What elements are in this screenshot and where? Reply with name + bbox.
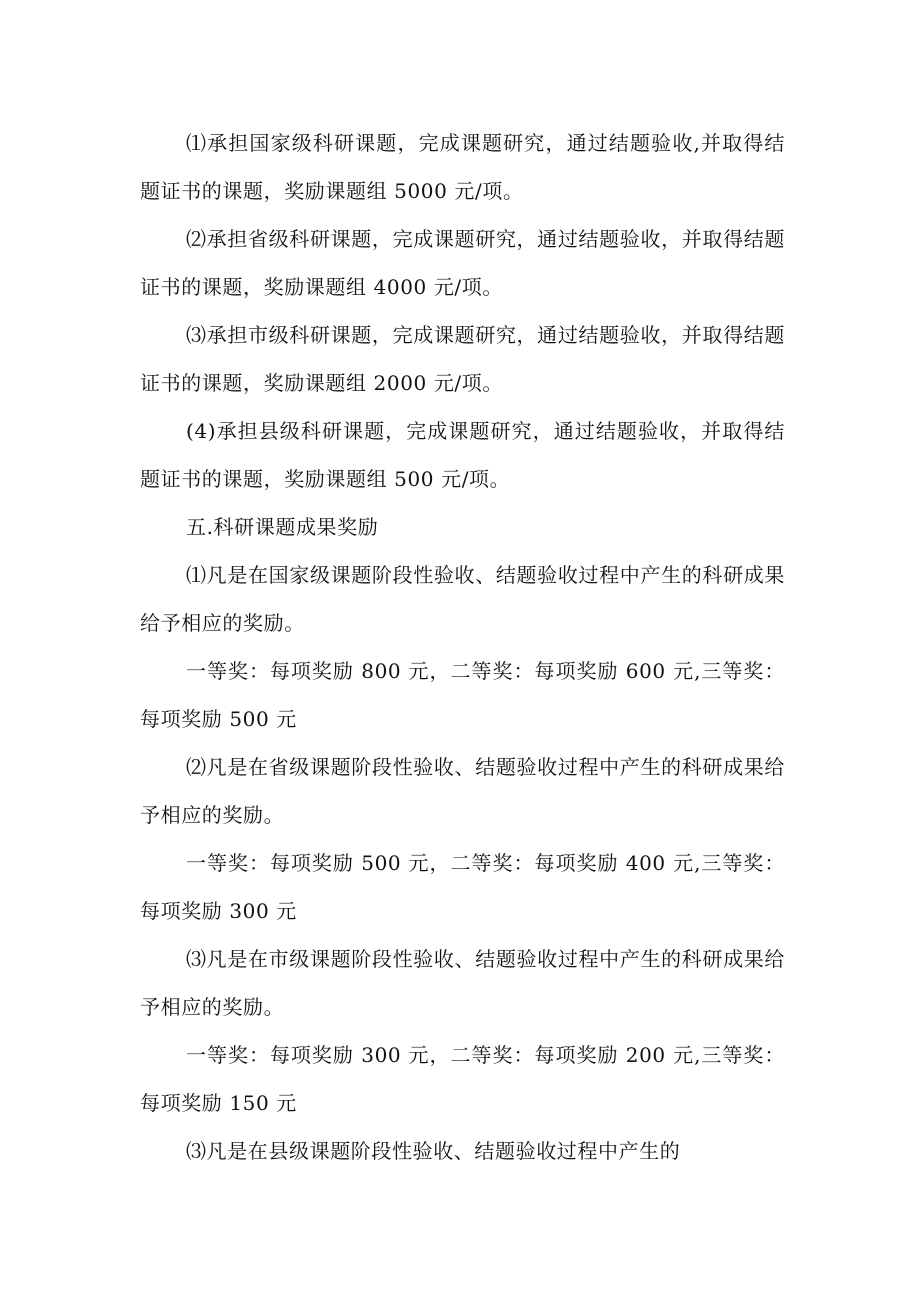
paragraph-provincial-awards: 一等奖：每项奖励 500 元，二等奖：每项奖励 400 元,三等奖：每项奖励 300 元 bbox=[140, 851, 785, 923]
paragraph-city-achievement: ⑶凡是在市级课题阶段性验收、结题验收过程中产生的科研成果给予相应的奖励。 bbox=[140, 947, 785, 1019]
paragraph-national-achievement: ⑴凡是在国家级课题阶段性验收、结题验收过程中产生的科研成果给予相应的奖励。 bbox=[140, 563, 785, 635]
section-heading: 五.科研课题成果奖励 bbox=[186, 515, 379, 539]
paragraph-county-project: (4)承担县级科研课题，完成课题研究，通过结题验收，并取得结题证书的课题，奖励课题组 500 元/项。 bbox=[140, 419, 785, 491]
paragraph-national-project: ⑴承担国家级科研课题，完成课题研究，通过结题验收,并取得结题证书的课题，奖励课题组 5000 元/项。 bbox=[140, 131, 785, 203]
paragraph-county-achievement: ⑶凡是在县级课题阶段性验收、结题验收过程中产生的 bbox=[186, 1139, 681, 1163]
paragraph-city-awards: 一等奖：每项奖励 300 元，二等奖：每项奖励 200 元,三等奖：每项奖励 150 元 bbox=[140, 1043, 785, 1115]
document-body bbox=[140, 119, 785, 1175]
paragraph-city-project: ⑶承担市级科研课题，完成课题研究，通过结题验收，并取得结题证书的课题，奖励课题组 2000 元/项。 bbox=[140, 323, 785, 395]
paragraph-provincial-achievement: ⑵凡是在省级课题阶段性验收、结题验收过程中产生的科研成果给予相应的奖励。 bbox=[140, 755, 785, 827]
paragraph-national-awards: 一等奖：每项奖励 800 元，二等奖：每项奖励 600 元,三等奖：每项奖励 500 元 bbox=[140, 659, 785, 731]
paragraph-provincial-project: ⑵承担省级科研课题，完成课题研究，通过结题验收，并取得结题证书的课题，奖励课题组 4000 元/项。 bbox=[140, 227, 785, 299]
